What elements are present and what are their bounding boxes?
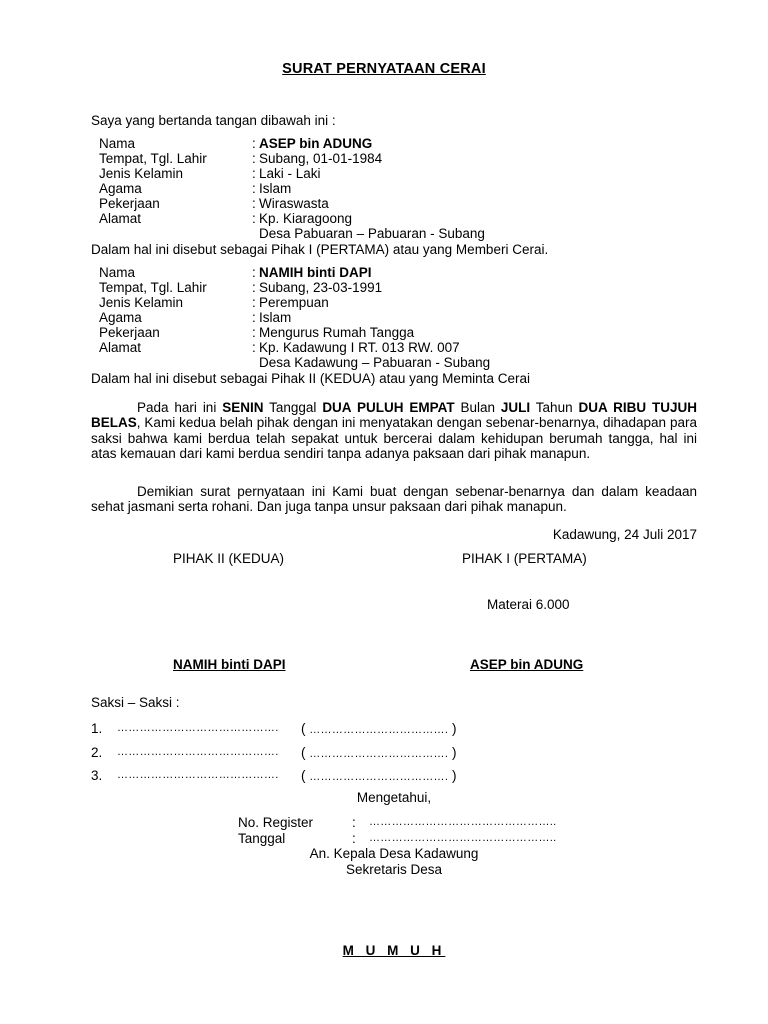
witness-signature-blank	[301, 721, 456, 738]
field-colon: :	[252, 280, 256, 295]
field-value: Mengurus Rumah Tangga	[259, 325, 415, 340]
paren-close: )	[448, 768, 457, 783]
paren-open: (	[301, 721, 310, 736]
field-colon: :	[252, 211, 256, 226]
field-value: Subang, 01-01-1984	[259, 151, 383, 166]
signature-name-right: ASEP bin ADUNG	[470, 657, 584, 672]
paren-dots: ……………………………….	[309, 771, 449, 783]
statement-paragraph	[91, 400, 697, 461]
witness-signature-blank	[301, 745, 456, 762]
place-date: Kadawung, 24 Juli 2017	[552, 527, 697, 542]
field-value: Islam	[259, 181, 292, 196]
field-colon: :	[252, 325, 256, 340]
paren-dots: ……………………………….	[309, 748, 449, 760]
register-label: No. Register	[238, 815, 314, 830]
field-label: Alamat	[99, 211, 142, 226]
field-value: NAMIH binti DAPI	[259, 265, 372, 280]
text-run: Demikian surat pernyataan ini Kami buat dengan sebenar-benarnya dan dalam keadaan sehat jasmani serta rohani. Dan juga tanpa unsur paksaan dari pihak manapun.	[91, 484, 697, 515]
text-run: Tanggal	[263, 400, 323, 415]
acknowledgement-heading: Mengetahui,	[356, 790, 432, 805]
witness-name-blank: …………………………………….	[117, 769, 279, 781]
intro-text: Saya yang bertanda tangan dibawah ini :	[91, 113, 336, 128]
field-colon: :	[252, 196, 256, 211]
witness-name-blank: …………………………………….	[117, 746, 279, 758]
witness-signature-blank	[301, 768, 456, 785]
day-name: SENIN	[222, 400, 264, 415]
year-words: DUA RIBU TUJUH BELAS	[91, 400, 697, 431]
field-colon: :	[252, 295, 256, 310]
field-value: Desa Pabuaran – Pabuaran - Subang	[259, 226, 485, 241]
field-value: Laki - Laki	[259, 166, 321, 181]
paren-dots: ……………………………….	[309, 724, 449, 736]
field-value: Perempuan	[259, 295, 329, 310]
field-label: Pekerjaan	[99, 325, 160, 340]
text-run: Tahun	[530, 400, 579, 415]
register-blank: …………………………………………..	[369, 816, 557, 828]
paren-open: (	[301, 768, 310, 783]
field-value: Subang, 23-03-1991	[259, 280, 383, 295]
field-colon: :	[252, 340, 256, 355]
date-words: DUA PULUH EMPAT	[322, 400, 455, 415]
closing-paragraph	[91, 484, 697, 515]
date-label: Tanggal	[238, 831, 286, 846]
official-title-line1: An. Kepala Desa Kadawung	[309, 846, 479, 861]
field-label: Agama	[99, 310, 142, 325]
field-label: Agama	[99, 181, 142, 196]
document-title: SURAT PERNYATAAN CERAI	[282, 61, 486, 77]
date-blank: …………………………………………..	[369, 832, 557, 844]
field-colon: :	[252, 136, 256, 151]
register-colon: :	[352, 815, 356, 830]
field-value: Islam	[259, 310, 292, 325]
field-label: Nama	[99, 265, 136, 280]
signature-role-right: PIHAK I (PERTAMA)	[462, 551, 587, 566]
field-label: Jenis Kelamin	[99, 166, 184, 181]
text-run: Pada hari ini	[137, 400, 223, 415]
field-colon: :	[252, 265, 256, 280]
paren-close: )	[448, 721, 457, 736]
text-run: , Kami kedua belah pihak dengan ini menyatakan dengan sebenar-benarnya, dihadapan para saksi bahwa kami berdua telah sepakat untuk bercerai dalam kehidupan berumah tangga, hal ini atas kemauan dari kami berdua sendiri tanpa adanya paksaan dari pihak manapun.	[91, 415, 697, 461]
witness-number: 2.	[91, 745, 103, 760]
field-label: Tempat, Tgl. Lahir	[99, 151, 207, 166]
witness-number: 3.	[91, 768, 103, 783]
field-colon: :	[252, 166, 256, 181]
field-label: Tempat, Tgl. Lahir	[99, 280, 207, 295]
field-value: Wiraswasta	[259, 196, 329, 211]
text-run: Bulan	[454, 400, 501, 415]
field-colon: :	[252, 310, 256, 325]
official-name: M U M U H	[342, 943, 446, 958]
signature-role-left: PIHAK II (KEDUA)	[173, 551, 285, 566]
party2-note: Dalam hal ini disebut sebagai Pihak II (KEDUA) atau yang Meminta Cerai	[91, 371, 530, 386]
month-name: JULI	[500, 400, 531, 415]
party1-note: Dalam hal ini disebut sebagai Pihak I (PERTAMA) atau yang Memberi Cerai.	[91, 242, 549, 257]
witnesses-title: Saksi – Saksi :	[91, 695, 180, 710]
paren-open: (	[301, 745, 310, 760]
paren-close: )	[448, 745, 457, 760]
field-label: Pekerjaan	[99, 196, 160, 211]
field-label: Alamat	[99, 340, 142, 355]
field-value: ASEP bin ADUNG	[259, 136, 373, 151]
field-value: Desa Kadawung – Pabuaran - Subang	[259, 355, 491, 370]
field-colon: :	[252, 181, 256, 196]
field-value: Kp. Kadawung I RT. 013 RW. 007	[259, 340, 460, 355]
field-label: Nama	[99, 136, 136, 151]
field-value: Kp. Kiaragoong	[259, 211, 353, 226]
field-colon: :	[252, 151, 256, 166]
signature-name-left: NAMIH binti DAPI	[173, 657, 286, 672]
stamp-duty-label: Materai 6.000	[487, 597, 570, 612]
field-label: Jenis Kelamin	[99, 295, 184, 310]
witness-name-blank: …………………………………….	[117, 722, 279, 734]
official-title-line2: Sekretaris Desa	[345, 862, 443, 877]
date-colon: :	[352, 831, 356, 846]
witness-number: 1.	[91, 721, 103, 736]
